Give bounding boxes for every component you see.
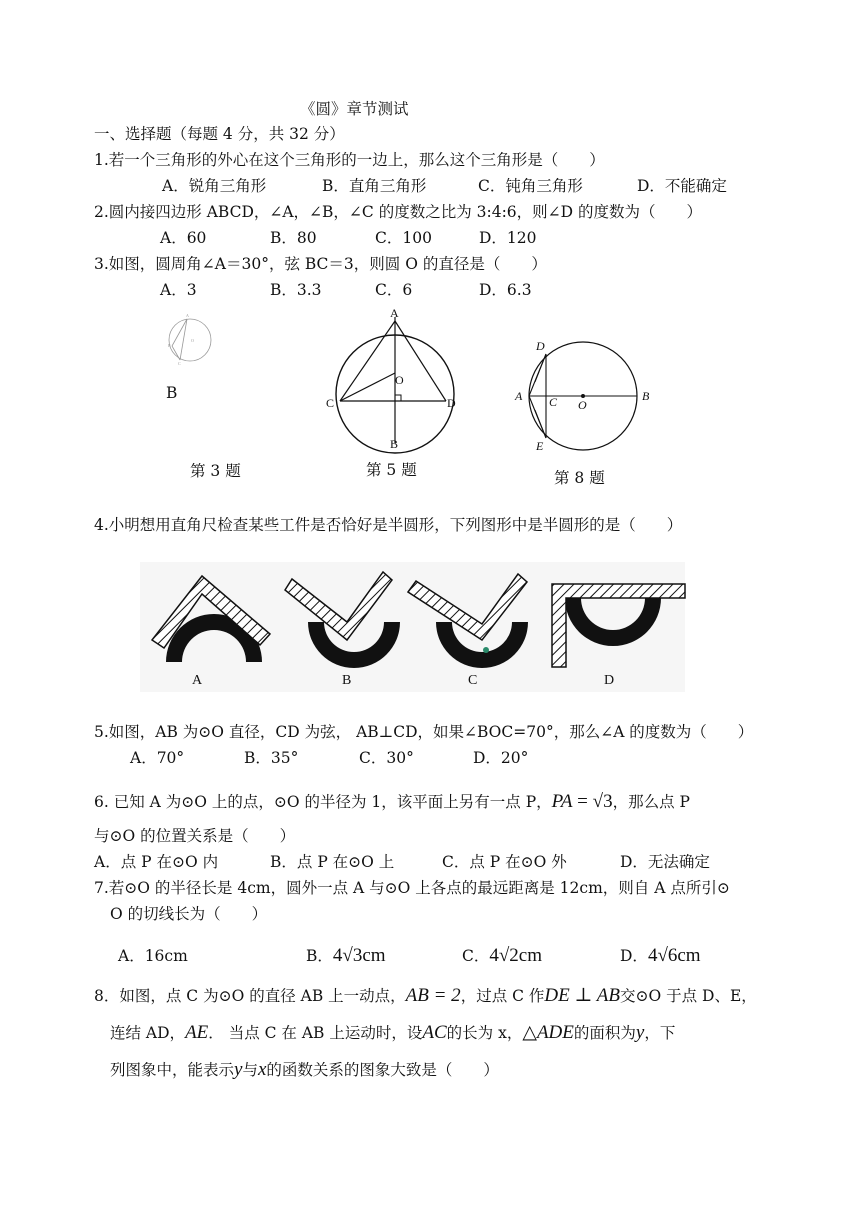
q3-stem: 3.如图，圆周角∠A＝30°，弦 BC＝3，则圆 O 的直径是（ ）	[94, 255, 547, 273]
q2-option-a: A．60	[160, 229, 207, 247]
q6-stem-b: ，那么点 P	[612, 793, 690, 811]
q5-option-b: B．35°	[244, 749, 299, 767]
q6-option-b: B．点 P 在⊙O 上	[270, 853, 395, 871]
figure-8	[510, 330, 660, 460]
q7-option-d	[620, 946, 701, 966]
q5-option-d: D．20°	[473, 749, 529, 767]
q1-option-c: C．钝角三角形	[478, 177, 583, 195]
fig8-label-d: D	[536, 339, 545, 353]
fig8-label-b: B	[642, 389, 650, 403]
q8-line2-m4: y	[635, 1022, 645, 1043]
q8-line2-d: 的面积为	[573, 1024, 636, 1042]
q4-stem: 4.小明想用直角尺检查某些工件是否恰好是半圆形，下列图形中是半圆形的是（ ）	[94, 516, 683, 534]
fig3-tiny-o: O	[191, 338, 194, 343]
q8-line1-m1: AB = 2	[405, 985, 461, 1006]
q2-option-c: C．100	[375, 229, 432, 247]
q8-line3-m1: y	[234, 1059, 243, 1080]
q8-line2-e: ，下	[644, 1024, 676, 1042]
q7-option-b-value: 4√3cm	[332, 945, 386, 966]
q7-option-b	[306, 946, 386, 966]
fig5-label-o: O	[395, 373, 404, 387]
q2-stem: 2.圆内接四边形 ABCD，∠A，∠B，∠C 的度数之比为 3:4:6，则∠D 的度数为（ ）	[94, 203, 703, 221]
q8-line1	[94, 986, 757, 1006]
fig3-label-b: B	[166, 384, 178, 402]
q6-math-pa: PA	[551, 791, 573, 812]
q7-option-a: A．16cm	[118, 947, 188, 965]
q8-line3-a: 列图象中，能表示	[110, 1061, 235, 1079]
q6-math-eq: = √3	[572, 791, 613, 812]
q8-line1-c: 交⊙O 于点 D、E，	[619, 987, 757, 1005]
q1-option-a: A．锐角三角形	[162, 177, 267, 195]
q5-option-c: C．30°	[359, 749, 414, 767]
fig4-label-a: A	[192, 673, 203, 688]
figure-4	[140, 562, 685, 692]
q8-line2-a: 连结 AD，	[110, 1024, 186, 1042]
q8-line1-m2: DE ⊥ AB	[544, 985, 620, 1006]
q3-option-b: B．3.3	[270, 281, 322, 299]
q5-option-a: A．70°	[130, 749, 185, 767]
q8-line3-m2: x	[257, 1059, 267, 1080]
q6-option-a: A．点 P 在⊙O 内	[94, 853, 219, 871]
fig3-caption: 第 3 题	[190, 462, 241, 480]
fig3-tiny-b: B	[168, 343, 171, 348]
fig8-label-a: A	[515, 389, 523, 403]
fig5-label-d: D	[447, 396, 456, 410]
q7-option-d-label: D．	[620, 947, 648, 965]
q8-line2-b: ． 当点 C 在 AB 上运动时，设	[208, 1024, 423, 1042]
fig4-label-b: B	[342, 673, 352, 688]
q6-stem-line2: 与⊙O 的位置关系是（ ）	[94, 827, 296, 845]
q6-stem-line1	[94, 792, 690, 812]
q1-stem: 1.若一个三角形的外心在这个三角形的一边上，那么这个三角形是（ ）	[94, 151, 605, 169]
q6-option-d: D．无法确定	[620, 853, 710, 871]
q8-line1-a: 8．如图，点 C 为⊙O 的直径 AB 上一动点，	[94, 987, 406, 1005]
q6-stem-a: 6. 已知 A 为⊙O 上的点，⊙O 的半径为 1，该平面上另有一点 P，	[94, 793, 552, 811]
page-title: 《圆》章节测试	[300, 100, 409, 118]
figure-3	[160, 312, 220, 372]
q8-line2	[110, 1023, 675, 1043]
q7-option-c	[462, 946, 542, 966]
q2-option-d: D．120	[479, 229, 537, 247]
fig3-tiny-c: C	[178, 361, 181, 366]
q3-option-d: D．6.3	[479, 281, 532, 299]
figure-5	[320, 305, 470, 455]
fig3-tiny-a: A	[186, 313, 189, 318]
section-heading: 一、选择题（每题 4 分，共 32 分）	[94, 125, 345, 143]
q8-line3	[110, 1060, 499, 1080]
fig8-label-e: E	[536, 439, 544, 453]
q3-option-c: C．6	[375, 281, 413, 299]
q8-line2-m3: △ADE	[522, 1022, 574, 1043]
q7-option-b-label: B．	[306, 947, 333, 965]
fig8-label-o: O	[578, 398, 587, 412]
q8-line1-b: ，过点 C 作	[460, 987, 545, 1005]
q1-option-d: D．不能确定	[637, 177, 727, 195]
q5-stem: 5.如图，AB 为⊙O 直径，CD 为弦， AB⊥CD，如果∠BOC=70°，那么∠A 的度数为（ ）	[94, 723, 754, 741]
q1-option-b: B．直角三角形	[322, 177, 427, 195]
fig5-label-b: B	[390, 437, 399, 451]
fig8-label-c: C	[549, 395, 558, 409]
q7-option-c-label: C．	[462, 947, 490, 965]
q8-line2-c: 的长为 x，	[446, 1024, 523, 1042]
fig5-label-c: C	[326, 396, 335, 410]
q8-line3-b: 与	[242, 1061, 258, 1079]
q7-option-c-value: 4√2cm	[489, 945, 543, 966]
q7-stem-line2: O 的切线长为（ ）	[110, 905, 268, 923]
q8-line3-c: 的函数关系的图象大致是（ ）	[266, 1061, 499, 1079]
q2-option-b: B．80	[270, 229, 317, 247]
q6-option-c: C．点 P 在⊙O 外	[442, 853, 567, 871]
fig4-label-c: C	[468, 673, 478, 688]
q7-stem-line1: 7.若⊙O 的半径长是 4cm，圆外一点 A 与⊙O 上各点的最远距离是 12cm，则自 A 点所引⊙	[94, 879, 730, 897]
fig5-caption: 第 5 题	[366, 461, 417, 479]
q3-option-a: A．3	[160, 281, 197, 299]
q8-line2-m2: AC	[422, 1022, 447, 1043]
fig8-caption: 第 8 题	[554, 469, 605, 487]
fig5-label-a: A	[390, 306, 399, 320]
q7-option-d-value: 4√6cm	[647, 945, 701, 966]
q8-line2-m1: AE	[185, 1022, 209, 1043]
fig4-label-d: D	[604, 673, 615, 688]
